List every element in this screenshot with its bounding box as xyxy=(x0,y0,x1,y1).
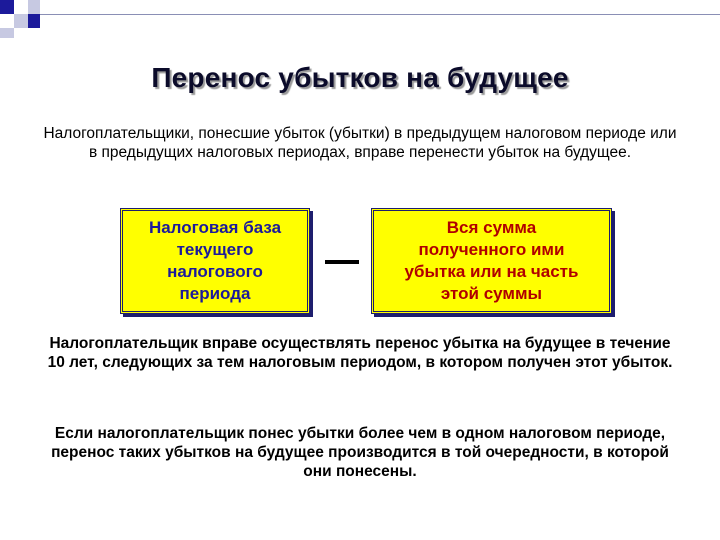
tax-base-line: налогового xyxy=(167,262,263,281)
loss-amount-box xyxy=(371,208,612,314)
intro-paragraph: Налогоплательщики, понесшие убыток (убытки) в предыдущем налоговом периоде или в предыдущих налоговых периодах, вправе перенести убыток на будущее. xyxy=(43,125,677,161)
decor-square xyxy=(28,14,40,28)
corner-decoration xyxy=(0,0,720,40)
tax-base-line: текущего xyxy=(176,240,254,259)
decor-square xyxy=(14,14,28,28)
decor-square xyxy=(28,0,40,14)
header-divider xyxy=(40,14,720,15)
ten-years-paragraph: Налогоплательщик вправе осуществлять перенос убытка на будущее в течение 10 лет, следующих за тем налоговым периодом, в котором получен этот убыток. xyxy=(47,335,673,371)
loss-amount-line: этой суммы xyxy=(440,284,543,303)
tax-base-box xyxy=(120,208,310,314)
tax-base-line: Налоговая база xyxy=(148,218,282,237)
tax-base-line: периода xyxy=(179,284,251,303)
minus-operator xyxy=(325,260,359,264)
loss-amount-line: убытка или на часть xyxy=(404,262,579,281)
slide-title: Перенос убытков на будущее xyxy=(151,62,569,93)
loss-amount-line: Вся сумма xyxy=(446,218,537,237)
loss-amount-line: полученного ими xyxy=(418,240,565,259)
order-paragraph: Если налогоплательщик понес убытки более чем в одном налоговом периоде, перенос таких убытков на будущее производится в той очередности, в которой они понесены. xyxy=(51,425,669,480)
decor-square xyxy=(0,0,14,14)
decor-square xyxy=(0,28,14,38)
